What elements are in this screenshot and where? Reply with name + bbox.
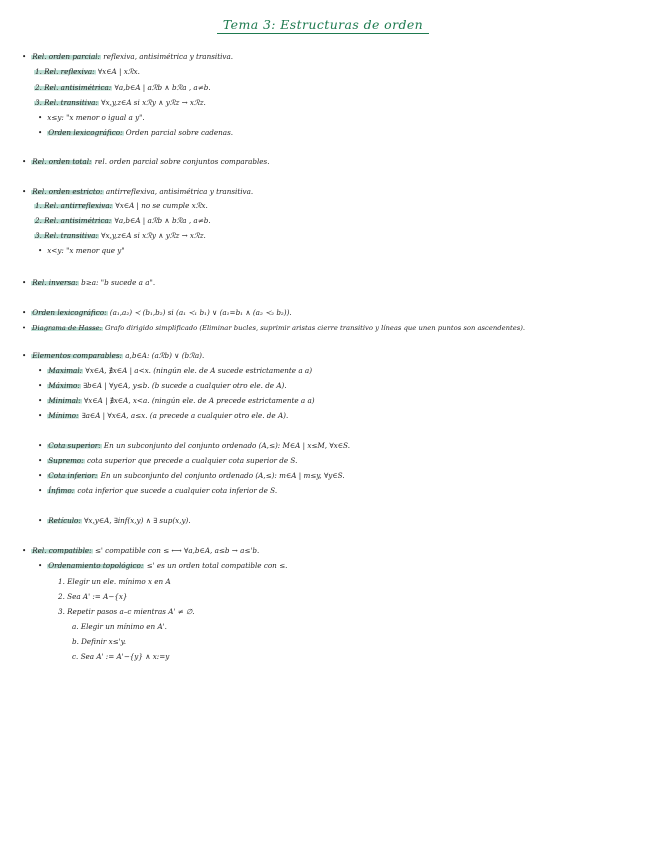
- line-orden-lex-2: [22, 308, 292, 318]
- line-label: Mínimo:: [48, 411, 79, 420]
- line-label: Rel. inversa:: [32, 278, 78, 287]
- line-paso-a: [72, 622, 167, 632]
- line-text: ∀x,y,z∈A si xℛy ∧ yℛz → xℛz.: [98, 98, 206, 107]
- line-paso-b: [72, 637, 126, 647]
- line-text: antirreflexiva, antisimétrica y transitiva.: [103, 187, 254, 196]
- line-orden-total: [22, 157, 269, 167]
- line-text: a,b∈A: (aℛb) ∨ (bℛa).: [122, 351, 205, 360]
- line-topologico: [38, 561, 287, 571]
- line-text: (a₁,a₂) ≺ (b₁,b₂) si (a₁ ≺₁ b₁) ∨ (a₁=b₁ ∧ (a₂ ≺₂ b₂)).: [107, 308, 292, 317]
- line-label: 3. Repetir pasos a–c mientras A' ≠ ∅.: [58, 607, 195, 616]
- line-transitiva-2: [34, 231, 206, 241]
- line-cota-superior: [38, 441, 350, 451]
- line-text: "x menor que y": [63, 246, 125, 255]
- line-orden-estricto: [22, 187, 253, 197]
- line-text: En un subconjunto del conjunto ordenado (A,≤): m∈A | m≤y, ∀y∈S.: [98, 471, 345, 480]
- line-text: ∀x∈A | no se cumple xℛx.: [113, 201, 208, 210]
- line-label: Rel. orden total:: [32, 157, 92, 166]
- line-label: 1. Rel. reflexiva:: [35, 67, 95, 76]
- line-orden-parcial: [22, 52, 233, 62]
- line-paso-1: [58, 577, 171, 587]
- line-label: 1. Rel. antirreflexiva:: [35, 201, 113, 210]
- line-text: reflexiva, antisimétrica y transitiva.: [100, 52, 234, 61]
- line-supremo: [38, 456, 297, 466]
- line-paso-c: [72, 652, 169, 662]
- line-label: 1. Elegir un ele. mínimo x en A: [58, 577, 171, 586]
- line-label: Ordenamiento topológico:: [48, 561, 144, 570]
- line-label: x≤y:: [47, 113, 64, 122]
- line-label: a. Elegir un mínimo en A'.: [72, 622, 167, 631]
- line-text: ≤' es un orden total compatible con ≤.: [144, 561, 288, 570]
- line-text: En un subconjunto del conjunto ordenado (A,≤): M∈A | x≤M, ∀x∈S.: [101, 441, 351, 450]
- line-reticulo: [38, 516, 191, 526]
- line-text: rel. orden parcial sobre conjuntos comparables.: [92, 157, 270, 166]
- line-label: x<y:: [47, 246, 64, 255]
- line-minimal: [38, 396, 315, 406]
- line-menor-igual: [38, 113, 145, 123]
- line-text: b≥a: "b sucede a a".: [78, 278, 156, 287]
- line-label: Cota superior:: [48, 441, 101, 450]
- line-label: Maximal:: [48, 366, 83, 375]
- line-text: Orden parcial sobre cadenas.: [123, 128, 234, 137]
- title-text: Tema 3: Estructuras de orden: [217, 17, 429, 34]
- line-antirreflexiva: [34, 201, 208, 211]
- line-label: Rel. compatible:: [32, 546, 92, 555]
- line-label: Supremo:: [48, 456, 84, 465]
- line-label: Minimal:: [48, 396, 81, 405]
- line-label: Rel. orden estricto:: [32, 187, 103, 196]
- line-maximo: [38, 381, 287, 391]
- line-label: Ínfimo:: [48, 486, 75, 495]
- line-text: ∀x∈A, ∄x∈A | a<x. (ningún ele. de A sucede estrictamente a a): [83, 366, 312, 375]
- line-text: ≤' compatible con ≤ ⟷ ∀a,b∈A, a≤b → a≤'b.: [92, 546, 260, 555]
- line-label: 3. Rel. transitiva:: [35, 231, 98, 240]
- line-antisimetrica-2: [34, 216, 211, 226]
- line-text: ∃a∈A | ∀x∈A, a≤x. (a precede a cualquier otro ele. de A).: [79, 411, 289, 420]
- line-text: ∀x,y∈A, ∃inf(x,y) ∧ ∃ sup(x,y).: [81, 516, 191, 525]
- line-menor-que: [38, 246, 125, 256]
- line-text: ∀a,b∈A | aℛb ∧ bℛa , a≠b.: [112, 83, 211, 92]
- line-cota-inferior: [38, 471, 345, 481]
- line-text: ∀x∈A | ∄x∈A, x<a. (ningún ele. de A precede estrictamente a a): [81, 396, 315, 405]
- line-maximal: [38, 366, 312, 376]
- line-label: c. Sea A' := A'−{y} ∧ x:=y: [72, 652, 170, 661]
- line-reflexiva: [34, 67, 140, 77]
- line-hasse: [22, 323, 525, 333]
- line-rel-inversa: [22, 278, 155, 288]
- line-text: cota superior que precede a cualquier cota superior de S.: [84, 456, 298, 465]
- line-paso-2: [58, 592, 127, 602]
- line-text: ∃b∈A | ∀y∈A, y≤b. (b sucede a cualquier otro ele. de A).: [80, 381, 287, 390]
- line-infimo: [38, 486, 277, 496]
- line-label: Rel. orden parcial:: [32, 52, 100, 61]
- line-label: Cota inferior:: [48, 471, 98, 480]
- line-transitiva: [34, 98, 206, 108]
- line-label: 2. Rel. antisimétrica:: [35, 216, 112, 225]
- line-label: Retículo:: [48, 516, 81, 525]
- line-text: cota inferior que sucede a cualquier cota inferior de S.: [75, 486, 278, 495]
- line-rel-compatible: [22, 546, 259, 556]
- line-label: Orden lexicográfico:: [48, 128, 123, 137]
- page-title: [0, 14, 646, 33]
- line-antisimetrica: [34, 83, 211, 93]
- line-label: 2. Rel. antisimétrica:: [35, 83, 112, 92]
- line-label: 3. Rel. transitiva:: [35, 98, 98, 107]
- line-text: ∀x∈A | xℛx.: [95, 67, 140, 76]
- line-label: 2. Sea A' := A−{x}: [58, 592, 128, 601]
- line-minimo: [38, 411, 288, 421]
- line-text: "x menor o igual a y".: [63, 113, 145, 122]
- line-label: Máximo:: [48, 381, 80, 390]
- line-comparables: [22, 351, 204, 361]
- line-label: b. Definir x≤'y.: [72, 637, 127, 646]
- line-paso-3: [58, 607, 195, 617]
- line-label: Orden lexicográfico:: [32, 308, 107, 317]
- line-text: Grafo dirigido simplificado (Eliminar bucles, suprimir aristas cierre transitivo y líneas que unen puntos son ascendentes).: [102, 324, 526, 332]
- line-label: Diagrama de Hasse:: [32, 324, 102, 332]
- line-text: ∀x,y,z∈A si xℛy ∧ yℛz → xℛz.: [98, 231, 206, 240]
- line-label: Elementos comparables:: [32, 351, 122, 360]
- line-orden-lex-1: [38, 128, 233, 138]
- line-text: ∀a,b∈A | aℛb ∧ bℛa , a≠b.: [112, 216, 211, 225]
